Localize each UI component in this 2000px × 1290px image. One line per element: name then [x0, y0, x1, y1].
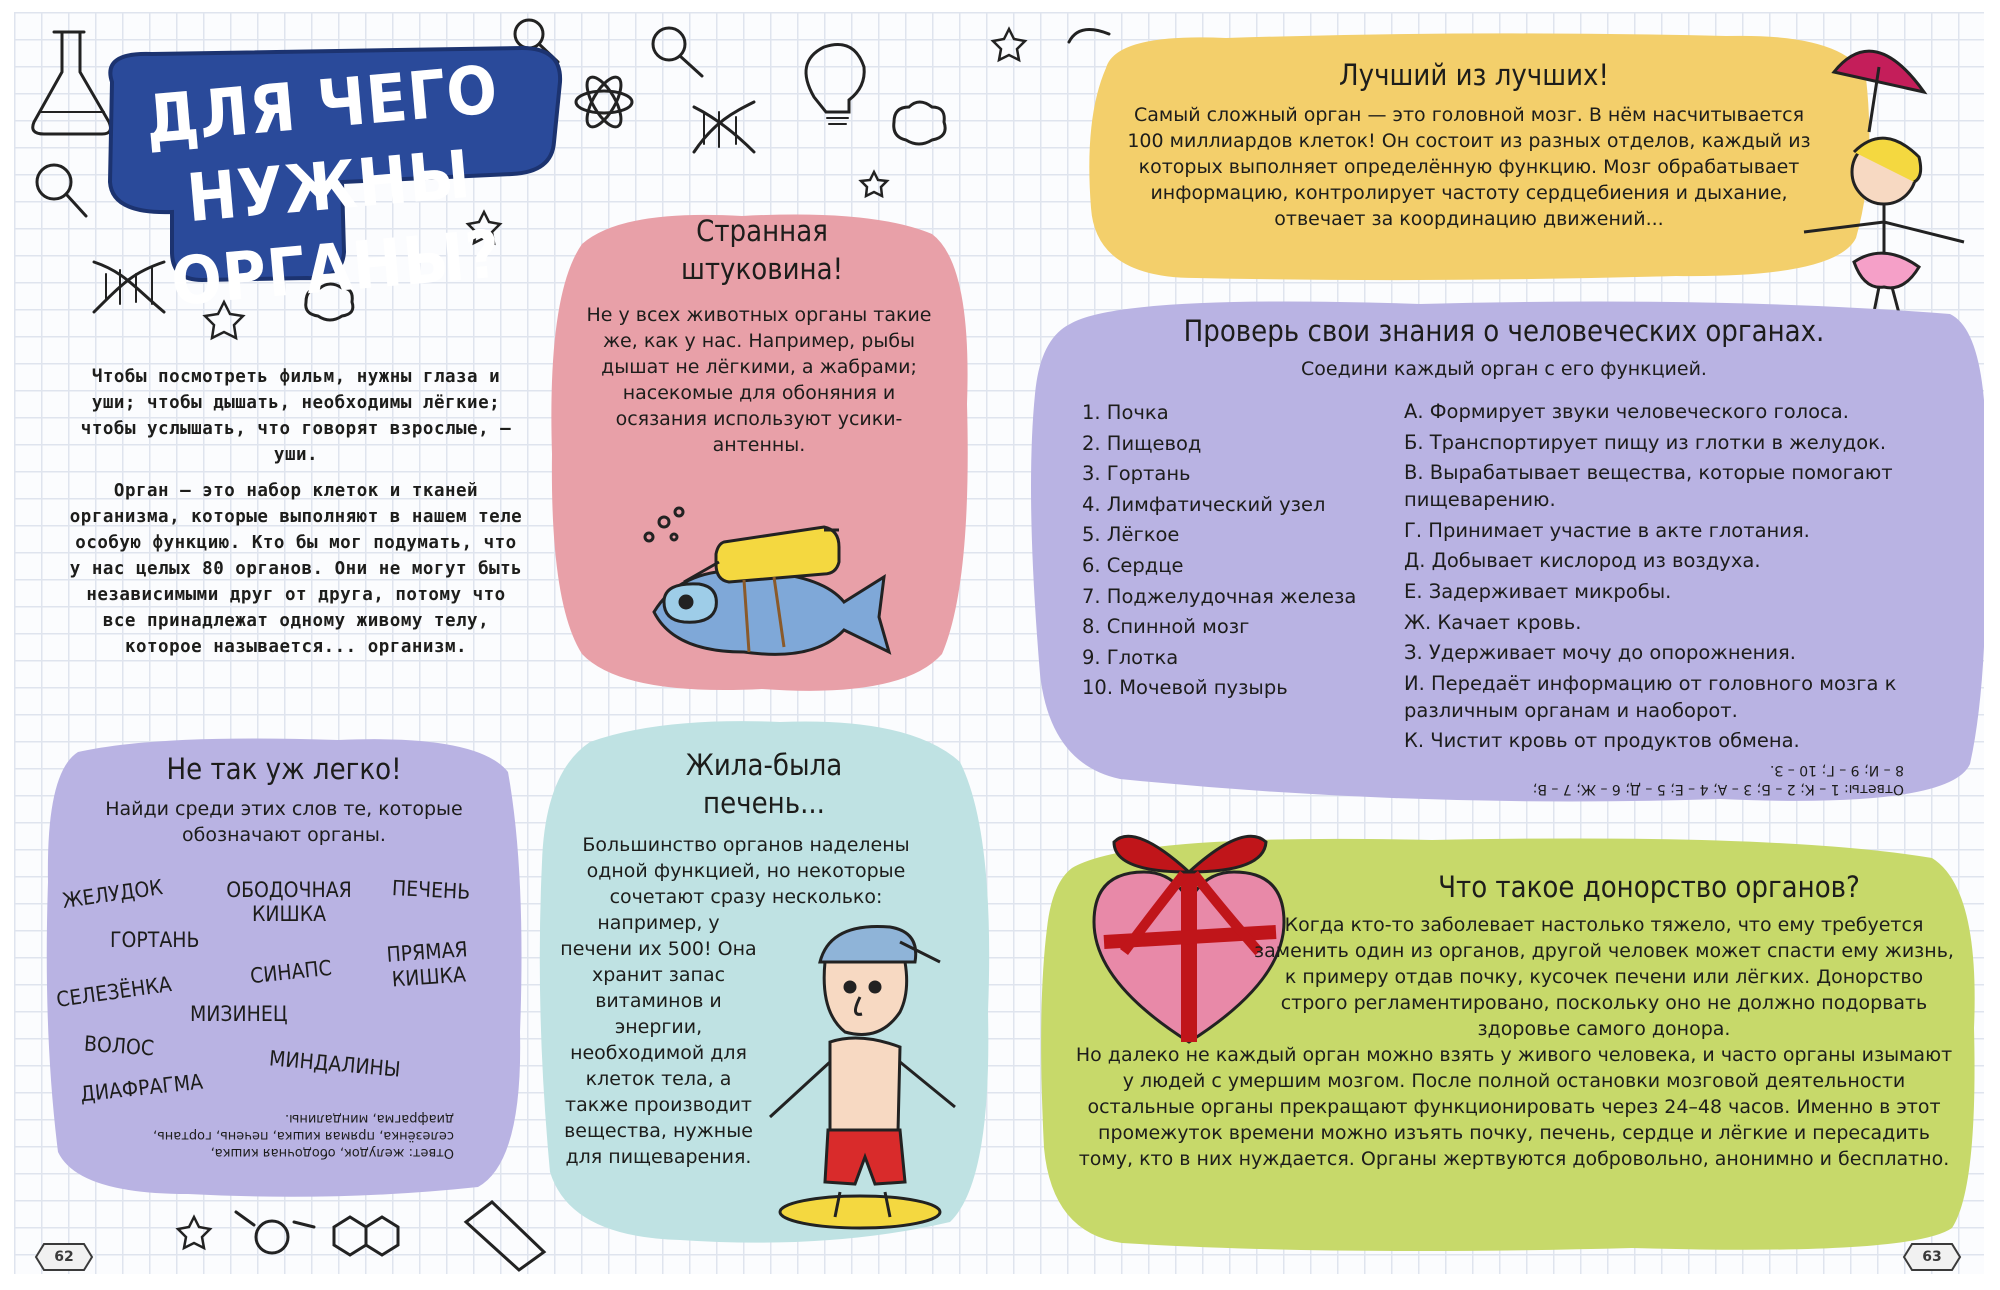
organ-item: 1. Почка	[1082, 401, 1169, 424]
not-easy-answer-line3: диафрагма, миндалины.	[285, 1111, 454, 1126]
quiz-title: Проверь свои знания о человеческих органах.	[1183, 314, 1825, 348]
liver-text: Большинство органов наделены одной функцией, но некоторые сочетают сразу несколько: например, у печени их 500! Она хранит запас витаминов и энергии, необходимой для клеток тела, а также производит вещества, нужные для пищеварения.	[560, 834, 910, 1168]
donation-paragraph-1: Когда кто-то заболевает настолько тяжело, что ему требуется заменить один из органов, другой человек может спасти ему жизнь, к примеру отдав почку, кусочек печени или лёгких. Донорство строго регламентировано, поскольку оно не должно подорвать здоровье самого донора.	[1254, 914, 1954, 1040]
liver-title	[574, 746, 954, 822]
quiz-answers-line2: 8 – И; 9 – Г; 10 – З.	[1769, 762, 1904, 778]
diver-fish-illustration	[624, 502, 894, 682]
word-item: МИНДАЛИНЫ	[268, 1046, 402, 1082]
not-easy-title: Не так уж легко!	[166, 752, 402, 786]
not-easy-answer-line2: селезёнка, прямая кишка, печень, гортань,	[153, 1128, 454, 1143]
organ-item: 8. Спинной мозг	[1082, 615, 1250, 639]
word-item: ПРЯМАЯ КИШКА	[385, 937, 469, 992]
organ-item: 4. Лимфатический узел	[1082, 492, 1326, 516]
quiz-answers-line1: Ответы: 1 – К; 2 – Б; 3 – А; 4 – Е; 5 – Д; 6 – Ж; 7 – В;	[1532, 781, 1904, 797]
organ-item: 10. Мочевой пузырь	[1082, 676, 1288, 700]
atom-icon	[576, 72, 632, 131]
word-item: СЕЛЕЗЁНКА	[54, 972, 173, 1012]
boy-illustration	[750, 902, 980, 1232]
function-item: В. Вырабатывает вещества, которые помогают пищеварению.	[1404, 461, 1893, 512]
function-item: З. Удерживает мочу до опорожнения.	[1404, 641, 1796, 665]
liver-title-line1: Жила-была	[685, 748, 843, 782]
lightbulb-icon	[806, 45, 864, 125]
page-number-right: 63	[1922, 1249, 1942, 1265]
function-item: Б. Транспортирует пищу из глотки в желудок.	[1404, 430, 1887, 454]
not-easy-answer	[124, 1110, 454, 1161]
word-item: ОБОДОЧНАЯ КИШКА	[226, 878, 352, 926]
organ-item: 7. Поджелудочная железа	[1082, 584, 1357, 608]
strange-thing-title	[572, 212, 952, 288]
donation-paragraph-2: Но далеко не каждый орган можно взять у живого человека, и часто органы изымают у людей с умершим мозгом. После полной остановки мозговой деятельности остальные органы прекращают функционировать через 24–48 часов. Именно в этот промежуток времени можно изъять почку, печень, сердце и лёгкие и пересадить тому, кто в них нуждается. Органы жертвуются добровольно, анонимно и бесплатно.	[1075, 1044, 1953, 1170]
intro-paragraph-2: Орган — это набор клеток и тканей организма, которые выполняют в нашем теле особую функцию. Кто бы мог подумать, что у нас целых 80 органов. Они не могут быть независимыми друг от друга, потому что все принадлежат одному живому телу, которое называется... организм.	[69, 481, 523, 657]
page-title: ДЛЯ ЧЕГО НУЖНЫ ОРГАНЫ?	[142, 51, 505, 321]
strange-thing-text: Не у всех животных органы такие же, как у нас. Например, рыбы дышат не лёгкими, а жабрами; насекомые для обоняния и осязания используют усики-антенны.	[586, 304, 932, 456]
word-item: ПЕЧЕНЬ	[391, 875, 471, 905]
word-item: ЖЕЛУДОК	[60, 875, 165, 913]
organ-item: 9. Глотка	[1082, 645, 1179, 669]
word-item: ГОРТАНЬ	[110, 928, 200, 952]
organ-list	[1082, 398, 1382, 704]
quiz-subtitle: Соедини каждый орган с его функцией.	[1301, 358, 1707, 380]
word-item: МИЗИНЕЦ	[190, 1002, 288, 1026]
intro-text	[66, 364, 526, 670]
intro-paragraph-1: Чтобы посмотреть фильм, нужны глаза и уши; чтобы дышать, необходимы лёгкие; чтобы услышать, что говорят взрослые, — уши.	[80, 367, 512, 465]
organ-item: 5. Лёгкое	[1082, 523, 1180, 547]
donation-title: Что такое донорство органов?	[1438, 870, 1860, 904]
strange-thing-title-line1: Странная	[696, 214, 828, 248]
function-item: Ж. Качает кровь.	[1404, 610, 1582, 634]
function-list	[1404, 398, 1904, 758]
best-of-best-title: Лучший из лучших!	[1339, 58, 1609, 92]
molecule-icon	[236, 1212, 398, 1255]
not-easy-answer-line1: Ответ: желудок, ободочная кишка,	[210, 1145, 454, 1160]
organ-item: 2. Пищевод	[1082, 431, 1202, 455]
not-easy-text: Найди среди этих слов те, которые обозначают органы.	[105, 798, 463, 846]
function-item: К. Чистит кровь от продуктов обмена.	[1404, 729, 1800, 753]
strange-thing-title-line2: штуковина!	[680, 252, 844, 286]
function-item: А. Формирует звуки человеческого голоса.	[1404, 400, 1849, 423]
word-item: ДИАФРАГМА	[79, 1069, 205, 1107]
function-item: Г. Принимает участие в акте глотания.	[1404, 518, 1810, 542]
function-item: Е. Задерживает микробы.	[1404, 579, 1672, 603]
quiz-answers	[1484, 760, 1904, 798]
function-item: И. Передаёт информацию от головного мозга к различным органам и наоборот.	[1404, 671, 1897, 722]
page-number-left: 62	[54, 1249, 74, 1265]
function-item: Д. Добывает кислород из воздуха.	[1404, 549, 1761, 573]
book-spread	[14, 12, 1984, 1274]
organ-item: 3. Гортань	[1082, 462, 1191, 486]
best-of-best-text: Самый сложный орган — это головной мозг. В нём насчитывается 100 миллиардов клеток! Он состоит из разных отделов, каждый из которых выполняет определённую функцию. Мозг обрабатывает информацию, контролирует частоту сердцебиения и дыхание, отвечает за координацию движений...	[1127, 104, 1811, 230]
word-item: ВОЛОС	[83, 1031, 155, 1061]
word-item: СИНАПС	[248, 955, 333, 989]
organ-item: 6. Сердце	[1082, 553, 1184, 577]
liver-title-line2: печень...	[703, 786, 825, 820]
